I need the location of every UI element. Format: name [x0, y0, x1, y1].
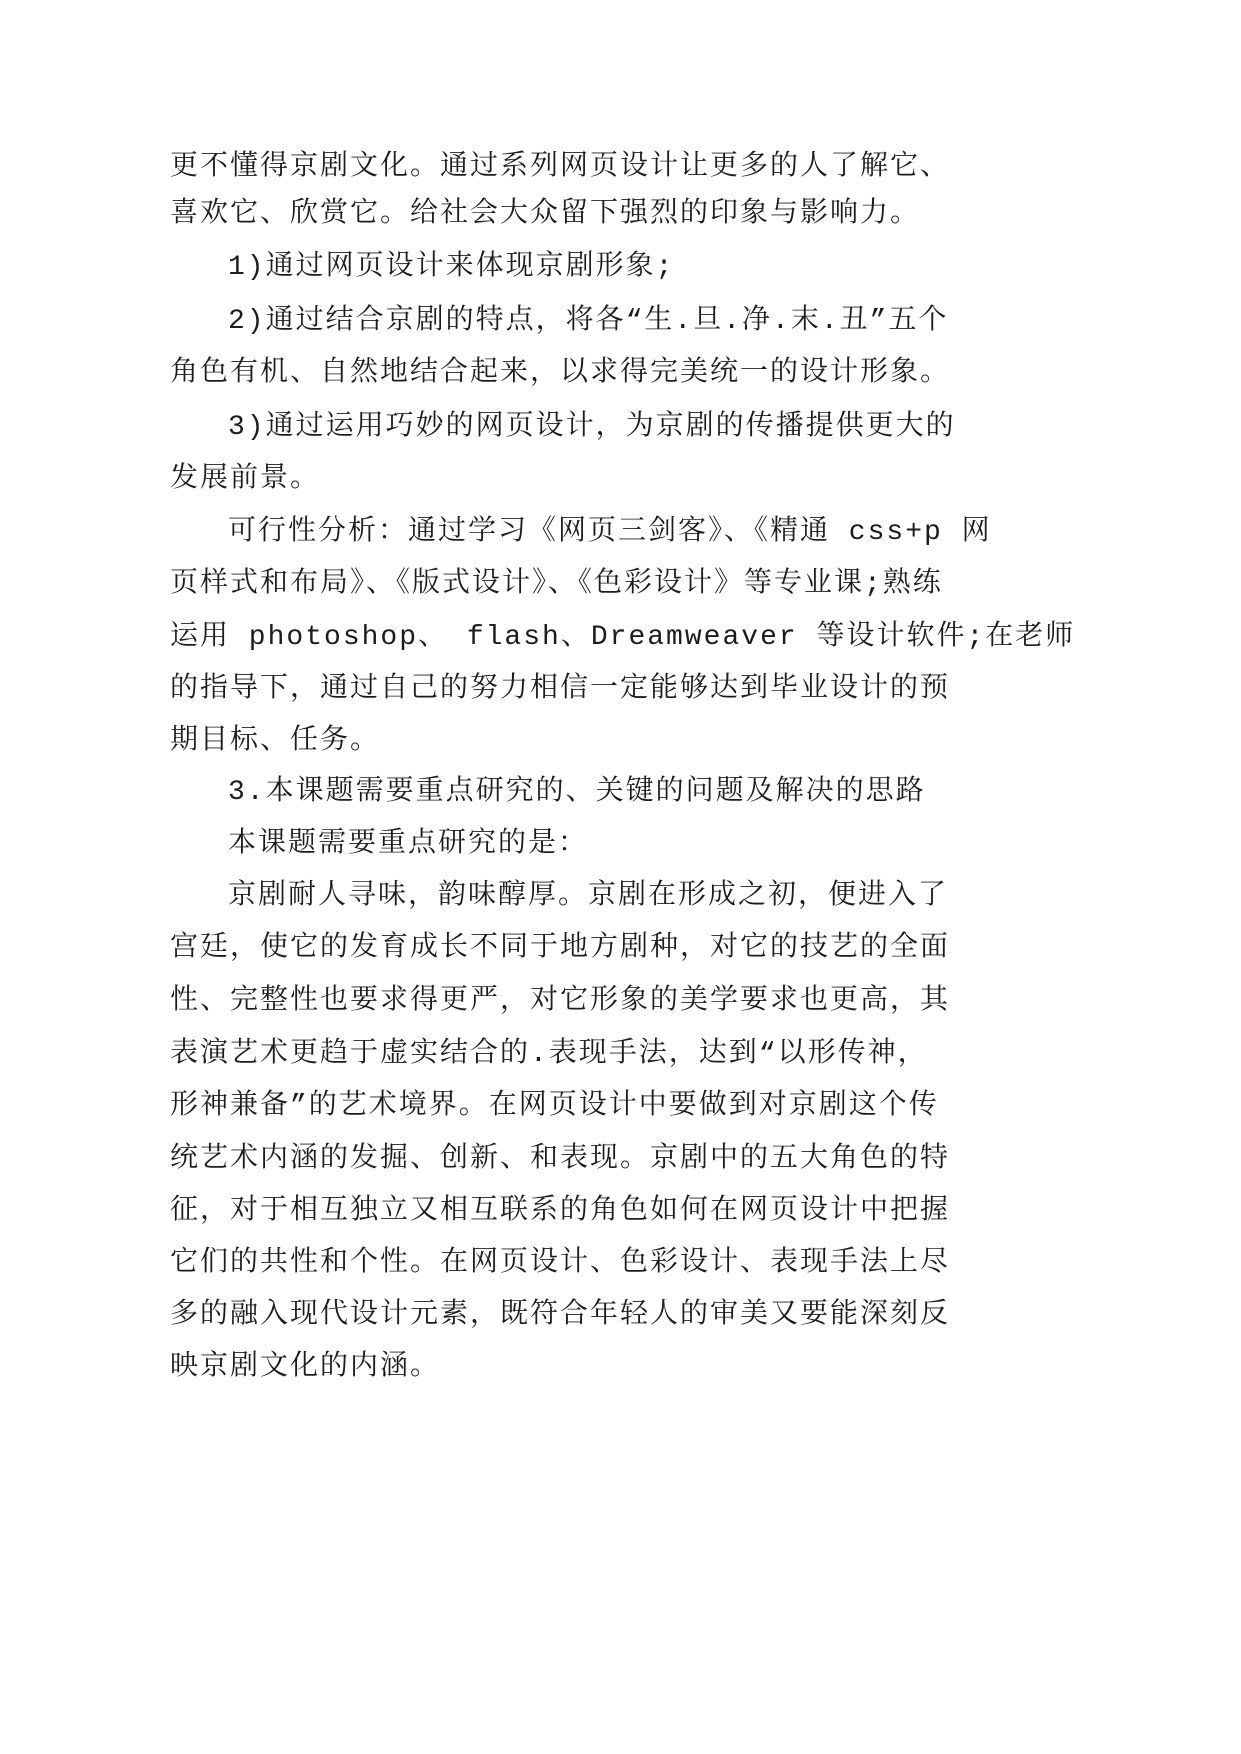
text-line: 角色有机、自然地结合起来，以求得完美统一的设计形象。 [170, 358, 951, 389]
text-line: 统艺术内涵的发掘、创新、和表现。京剧中的五大角色的特 [170, 1144, 951, 1175]
text-line: 映京剧文化的内涵。 [170, 1352, 441, 1383]
text-line: 它们的共性和个性。在网页设计、色彩设计、表现手法上尽 [170, 1248, 951, 1279]
text-line: 表演艺术更趋于虚实结合的.表现手法，达到“以形传神， [170, 1039, 928, 1070]
text-line: 本课题需要重点研究的是： [228, 829, 589, 860]
text-line: 3)通过运用巧妙的网页设计，为京剧的传播提供更大的 [228, 412, 956, 443]
text-line: 1)通过网页设计来体现京剧形象; [228, 252, 675, 283]
text-line: 3.本课题需要重点研究的、关键的问题及解决的思路 [228, 777, 926, 808]
text-line: 更不懂得京剧文化。通过系列网页设计让更多的人了解它、 [170, 152, 951, 183]
text-line: 性、完整性也要求得更严，对它形象的美学要求也更高，其 [170, 986, 951, 1017]
text-line: 多的融入现代设计元素，既符合年轻人的审美又要能深刻反 [170, 1300, 951, 1331]
text-line: 的指导下，通过自己的努力相信一定能够达到毕业设计的预 [170, 674, 951, 705]
text-line: 页样式和布局》、《版式设计》、《色彩设计》等专业课;熟练 [170, 569, 943, 600]
text-line: 期目标、任务。 [170, 726, 381, 757]
text-line: 发展前景。 [170, 464, 321, 495]
text-line: 宫廷，使它的发育成长不同于地方剧种，对它的技艺的全面 [170, 933, 951, 964]
text-line: 京剧耐人寻味，韵味醇厚。京剧在形成之初，便进入了 [228, 881, 949, 912]
text-line: 形神兼备”的艺术境界。在网页设计中要做到对京剧这个传 [170, 1091, 939, 1122]
text-line: 喜欢它、欣赏它。给社会大众留下强烈的印象与影响力。 [170, 199, 921, 230]
text-line: 2)通过结合京剧的特点，将各“生.旦.净.末.丑”五个 [228, 306, 949, 337]
text-line: 可行性分析：通过学习《网页三剑客》、《精通 css+p 网 [228, 517, 992, 548]
text-line: 运用 photoshop、 flash、Dreamweaver 等设计软件;在老师 [170, 622, 1076, 653]
text-line: 征，对于相互独立又相互联系的角色如何在网页设计中把握 [170, 1196, 951, 1227]
